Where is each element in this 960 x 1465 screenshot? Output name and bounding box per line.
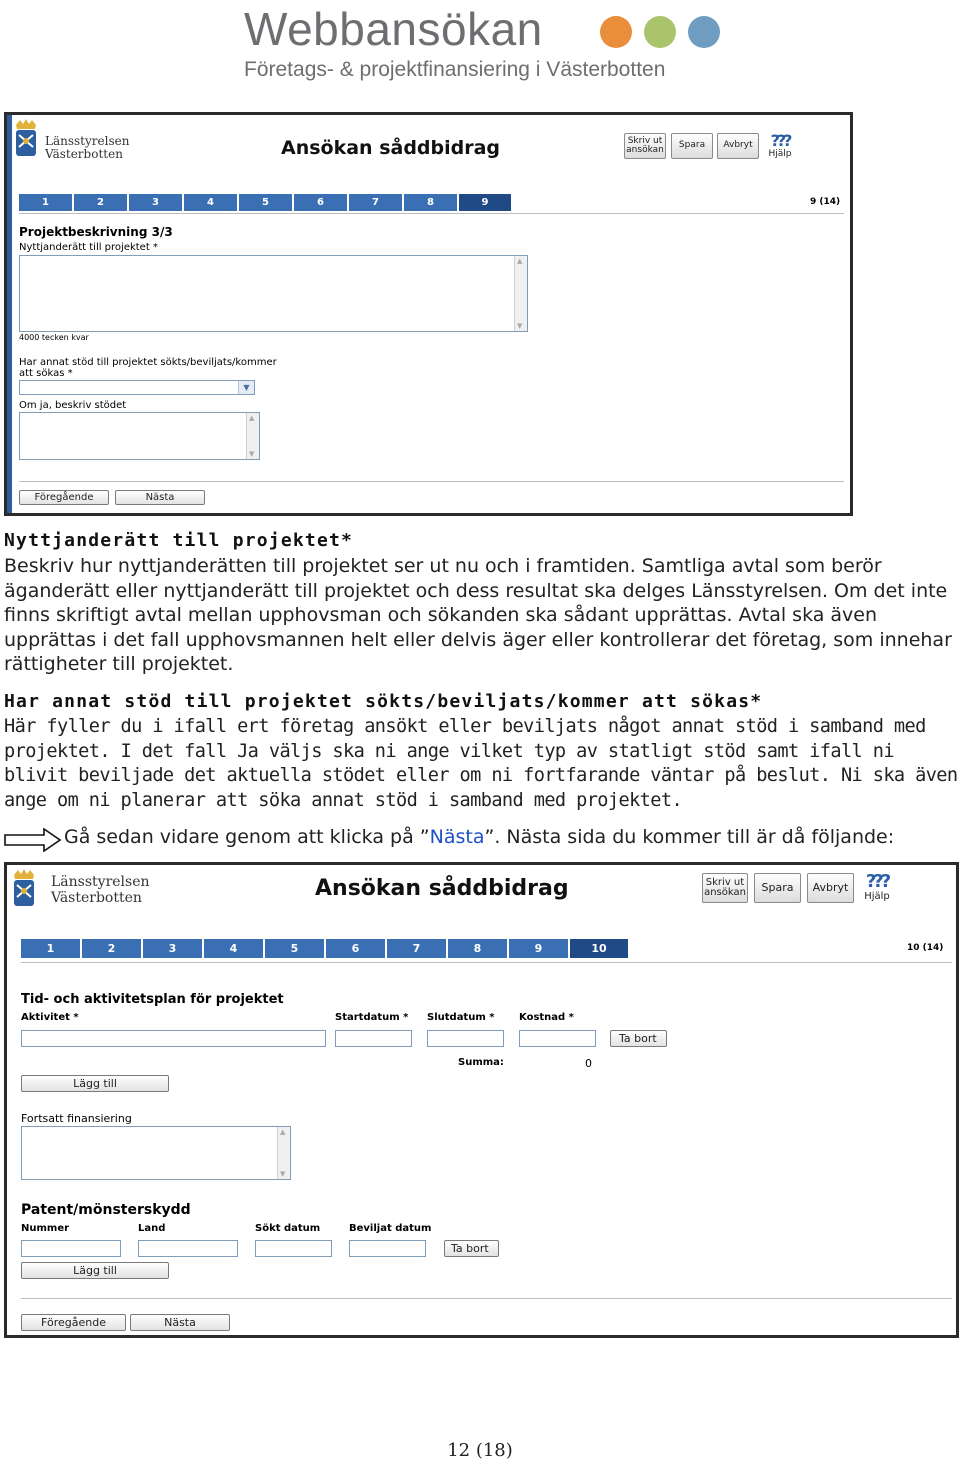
help-label: Hjälp (768, 149, 792, 159)
next-button[interactable]: Nästa (115, 490, 205, 505)
next-button[interactable]: Nästa (130, 1314, 230, 1331)
chevron-down-icon[interactable]: ▼ (238, 381, 254, 394)
step-1[interactable]: 1 (21, 939, 82, 958)
step-10-active[interactable]: 10 (570, 939, 630, 958)
section-title-timeplan: Tid- och aktivitetsplan för projektet (21, 992, 284, 1007)
step-2[interactable]: 2 (74, 194, 129, 211)
green-dot-icon (644, 16, 676, 48)
heading-usage-rights: Nyttjanderätt till projektet* (4, 530, 354, 551)
remove-activity-button[interactable]: Ta bort (610, 1030, 667, 1047)
print-label-1: Skriv ut (705, 876, 745, 888)
org-name (45, 135, 129, 162)
arrow-right-icon (4, 828, 62, 852)
step-5[interactable]: 5 (265, 939, 326, 958)
step-1[interactable]: 1 (19, 194, 74, 211)
section-title-patent: Patent/mönsterskydd (21, 1202, 191, 1218)
frame-accent (7, 115, 12, 513)
page-indicator: 9 (14) (810, 197, 841, 207)
screenshot-step-10 (4, 862, 959, 1338)
sum-value: 0 (585, 1057, 592, 1070)
org-name-line1: Länsstyrelsen (45, 134, 130, 148)
continued-financing-textarea[interactable] (21, 1126, 291, 1180)
col-number: Nummer (21, 1223, 70, 1234)
add-patent-button[interactable]: Lägg till (21, 1262, 169, 1279)
help-button[interactable] (763, 133, 797, 159)
crown-shield-icon (11, 869, 37, 909)
org-name-line2: Västerbotten (45, 147, 123, 162)
save-button[interactable]: Spara (671, 133, 713, 159)
patent-granted-input[interactable] (349, 1240, 426, 1257)
nav-text-before: Gå sedan vidare genom att klicka på ” (64, 826, 430, 848)
org-name-line2: Västerbotten (51, 889, 142, 906)
end-date-input[interactable] (427, 1030, 504, 1047)
app-title: Ansökan såddbidrag (281, 137, 501, 159)
help-icon: ??? (770, 131, 790, 150)
divider (19, 213, 844, 214)
step-navigation (21, 939, 630, 958)
paragraph-other-support: Här fyller du i ifall ert företag ansökt eller beviljats något annat stöd i samband med projektet. I det fall Ja väljs ska ni ange vilket typ av statligt stöd samt ifall ni blivit beviljade det aktuella stödet eller om ni fortfarande väntar på beslut. Ni ska även ange om ni planerar att söka annat stöd i samband med projektet. (4, 716, 958, 811)
step-5[interactable]: 5 (239, 194, 294, 211)
other-support-select[interactable] (19, 380, 255, 395)
save-button[interactable]: Spara (754, 873, 801, 903)
step-8[interactable]: 8 (448, 939, 509, 958)
describe-support-textarea[interactable] (19, 412, 260, 460)
scrollbar[interactable]: ▲ ▼ (277, 1127, 290, 1179)
step-navigation (19, 194, 513, 211)
field-label-usage-rights: Nyttjanderätt till projektet * (19, 242, 158, 253)
step-7[interactable]: 7 (387, 939, 448, 958)
col-end-date: Slutdatum * (427, 1012, 495, 1023)
step-8[interactable]: 8 (404, 194, 459, 211)
brand-title: Webbansökan (244, 3, 543, 55)
step-6[interactable]: 6 (326, 939, 387, 958)
step-6[interactable]: 6 (294, 194, 349, 211)
col-cost: Kostnad * (519, 1012, 574, 1023)
webbansokan-logo (240, 2, 740, 88)
remove-patent-button[interactable]: Ta bort (444, 1240, 499, 1257)
screenshot-step-9 (4, 112, 853, 516)
print-application-button[interactable] (702, 873, 748, 903)
step-4[interactable]: 4 (204, 939, 265, 958)
scrollbar[interactable]: ▲ ▼ (514, 256, 527, 331)
patent-country-input[interactable] (138, 1240, 238, 1257)
activity-input[interactable] (21, 1030, 326, 1047)
divider (21, 962, 952, 963)
previous-button[interactable]: Föregående (21, 1314, 126, 1331)
patent-applied-input[interactable] (255, 1240, 332, 1257)
field-label-other-support (19, 357, 277, 379)
col-granted-date: Beviljat datum (349, 1223, 432, 1234)
sum-label: Summa: (458, 1057, 504, 1068)
help-label: Hjälp (864, 891, 890, 902)
step-7[interactable]: 7 (349, 194, 404, 211)
navigation-instruction (64, 826, 894, 848)
orange-dot-icon (600, 16, 632, 48)
patent-number-input[interactable] (21, 1240, 121, 1257)
col-applied-date: Sökt datum (255, 1223, 321, 1234)
print-label-2: ansökan (626, 145, 664, 155)
app-title: Ansökan såddbidrag (315, 876, 569, 901)
step-4[interactable]: 4 (184, 194, 239, 211)
org-name-line1: Länsstyrelsen (51, 874, 150, 890)
col-country: Land (138, 1223, 166, 1234)
field-label-other-support-line1: Har annat stöd till projektet sökts/beviljats/kommer (19, 357, 277, 368)
scrollbar[interactable]: ▲ ▼ (246, 413, 259, 459)
blue-dot-icon (688, 16, 720, 48)
char-counter: 4000 tecken kvar (19, 333, 89, 342)
print-label-1: Skriv ut (627, 135, 663, 146)
org-name (51, 875, 150, 906)
print-label-2: ansökan (704, 887, 746, 898)
step-2[interactable]: 2 (82, 939, 143, 958)
start-date-input[interactable] (335, 1030, 412, 1047)
print-application-button[interactable] (624, 133, 666, 159)
cancel-button[interactable]: Avbryt (807, 873, 854, 903)
help-icon: ??? (865, 871, 889, 892)
field-label-other-support-line2: att sökas * (19, 368, 73, 379)
next-link[interactable]: Nästa (429, 826, 485, 848)
divider (19, 481, 844, 482)
step-3[interactable]: 3 (143, 939, 204, 958)
brand-subtitle: Företags- & projektfinansiering i Västerbotten (244, 58, 666, 81)
heading-other-support: Har annat stöd till projektet sökts/beviljats/kommer att sökas* (4, 691, 763, 712)
cost-input[interactable] (519, 1030, 596, 1047)
page-number: 12 (18) (447, 1440, 513, 1461)
col-start-date: Startdatum * (335, 1012, 409, 1023)
usage-rights-textarea[interactable] (19, 255, 528, 332)
help-button[interactable] (859, 873, 895, 902)
continued-financing-label: Fortsatt finansiering (21, 1112, 132, 1125)
crown-shield-icon (13, 119, 39, 159)
section-title: Projektbeskrivning 3/3 (19, 225, 173, 239)
previous-button[interactable]: Föregående (19, 490, 109, 505)
step-3[interactable]: 3 (129, 194, 184, 211)
divider (21, 1298, 952, 1299)
step-9-active[interactable]: 9 (459, 194, 513, 211)
paragraph-usage-rights: Beskriv hur nyttjanderätten till projektet ser ut nu och i framtiden. Samtliga avtal som berör äganderätt eller nyttjanderätt till projektet och dess resultat ska delges Länsstyrelsen. Om det inte finns skriftigt avtal mellan upphovsman och sökanden ska sådant upprättas. Avtal ska även upprättas i det fall upphovsmannen helt eller delvis äger eller kontrollerar det företag, som innehar rättigheter till projektet. (4, 555, 952, 676)
step-9[interactable]: 9 (509, 939, 570, 958)
col-activity: Aktivitet * (21, 1012, 79, 1023)
add-activity-button[interactable]: Lägg till (21, 1075, 169, 1092)
nav-text-after: ”. Nästa sida du kommer till är då följande: (484, 826, 895, 848)
cancel-button[interactable]: Avbryt (717, 133, 759, 159)
page-indicator: 10 (14) (907, 943, 944, 953)
field-label-describe-support: Om ja, beskriv stödet (19, 400, 127, 411)
